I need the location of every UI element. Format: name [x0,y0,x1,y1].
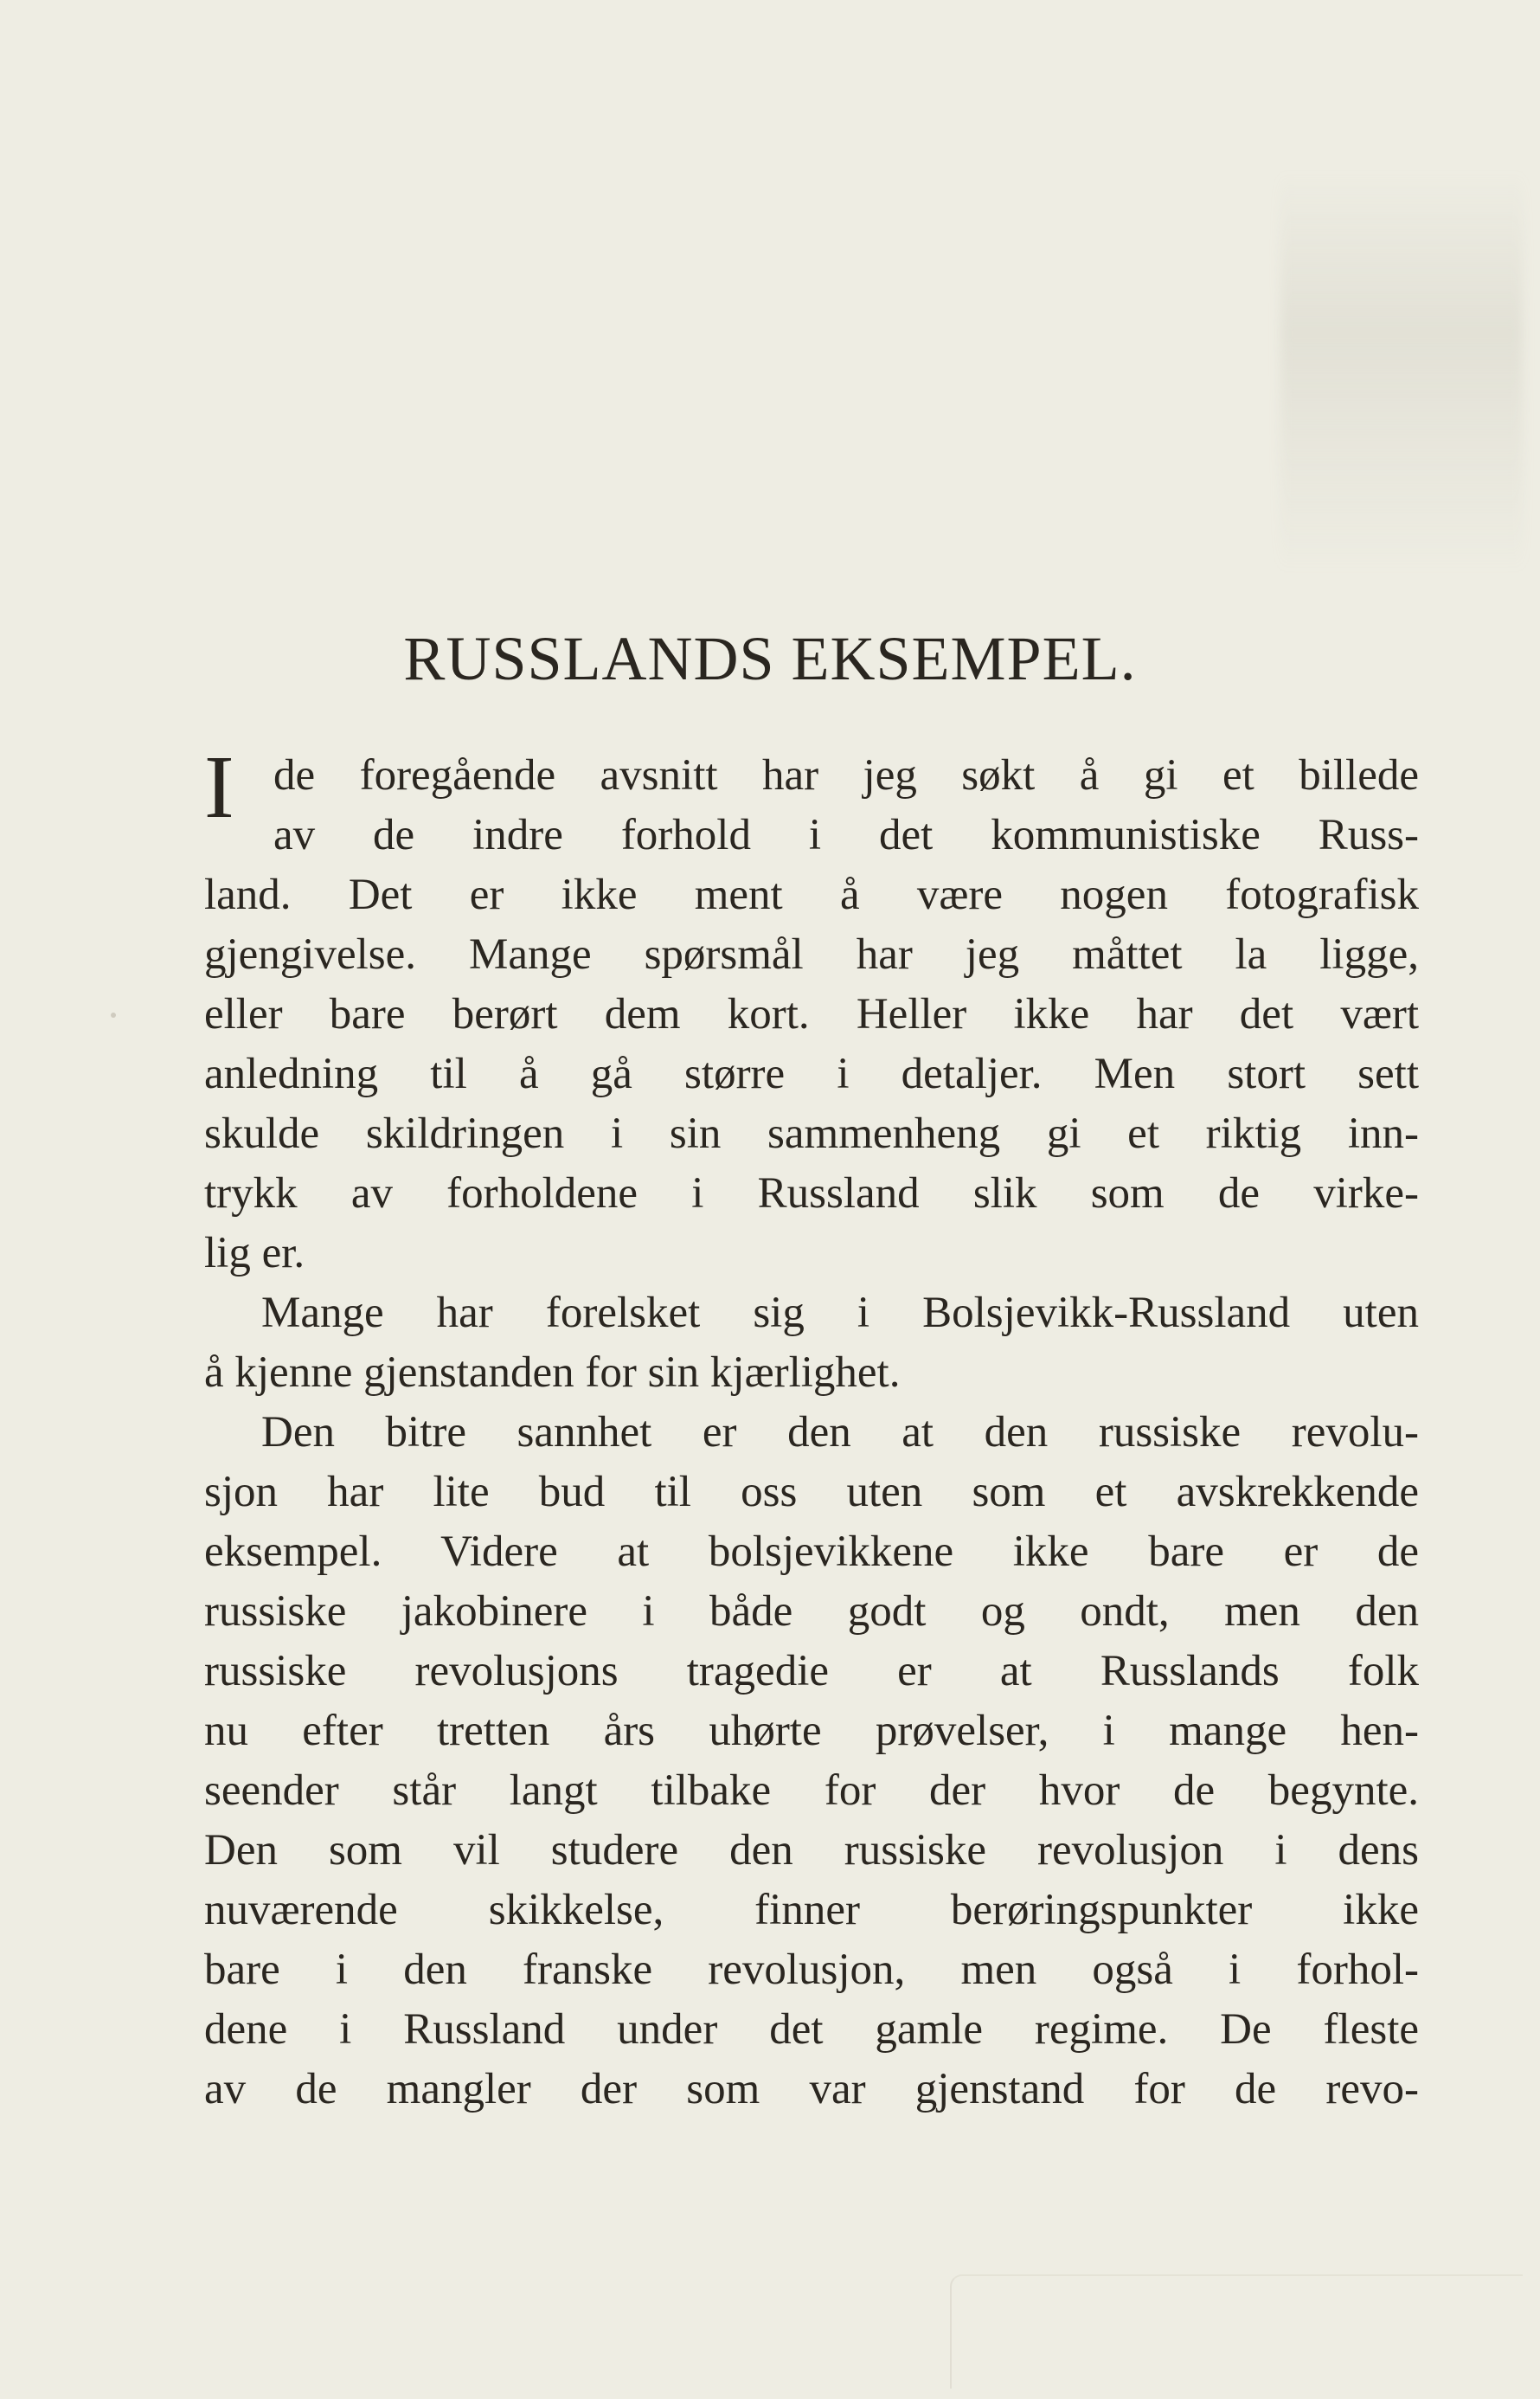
text-line: av de indre forhold i det kommunistiske Russ- [273,811,1419,859]
text-line: av de mangler der som var gjenstand for de revo- [204,2065,1419,2113]
paragraph-2 [204,1283,1419,1403]
chapter-title: RUSSLANDS EKSEMPEL. [403,624,1137,693]
text-line: de foregående avsnitt har jeg søkt å gi et billede [273,751,1419,800]
text-line: sjon har lite bud til oss uten som et avskrekkende [204,1468,1419,1516]
body-text [204,737,1419,2119]
text-line: trykk av forholdene i Russland slik som de virke- [204,1169,1419,1218]
text-line: russiske revolusjons tragedie er at Russlands folk [204,1647,1419,1695]
text-line: seender står langt tilbake for der hvor de begynte. [204,1766,1419,1815]
scan-edge-mark [950,2274,1523,2389]
text-line: nuværende skikkelse, finner berøringspunkter ikke [204,1886,1419,1934]
text-line: skulde skildringen i sin sammenheng gi et riktig inn- [204,1109,1419,1158]
text-line: dene i Russland under det gamle regime. De fleste [204,2005,1419,2054]
text-line: russiske jakobinere i både godt og ondt, men den [204,1587,1419,1636]
paragraph-3 [204,1403,1419,2119]
text-line: anledning til å gå større i detaljer. Men stort sett [204,1050,1419,1098]
drop-cap: I [204,737,234,837]
text-line: gjengivelse. Mange spørsmål har jeg måttet la ligge, [204,930,1419,979]
show-through-shadow [1280,173,1523,571]
drop-cap-lines [204,746,1419,865]
text-line: Mange har forelsket sig i Bolsjevikk-Russland uten [261,1289,1419,1337]
text-line: nu efter tretten års uhørte prøvelser, i mange hen- [204,1707,1419,1755]
text-line: land. Det er ikke ment å være nogen fotografisk [204,871,1419,919]
text-line: lig er. [204,1229,305,1277]
text-line: eksempel. Videre at bolsjevikkene ikke bare er de [204,1528,1419,1576]
text-line: Den bitre sannhet er den at den russiske revolu- [261,1408,1419,1457]
paper-speck [111,1013,116,1018]
text-line: å kjenne gjenstanden for sin kjærlighet. [204,1348,901,1397]
text-line: eller bare berørt dem kort. Heller ikke har det vært [204,990,1419,1039]
paragraph-1 [204,737,1419,1283]
text-line: bare i den franske revolusjon, men også i forhol- [204,1946,1419,1994]
text-line: Den som vil studere den russiske revolusjon i dens [204,1826,1419,1875]
